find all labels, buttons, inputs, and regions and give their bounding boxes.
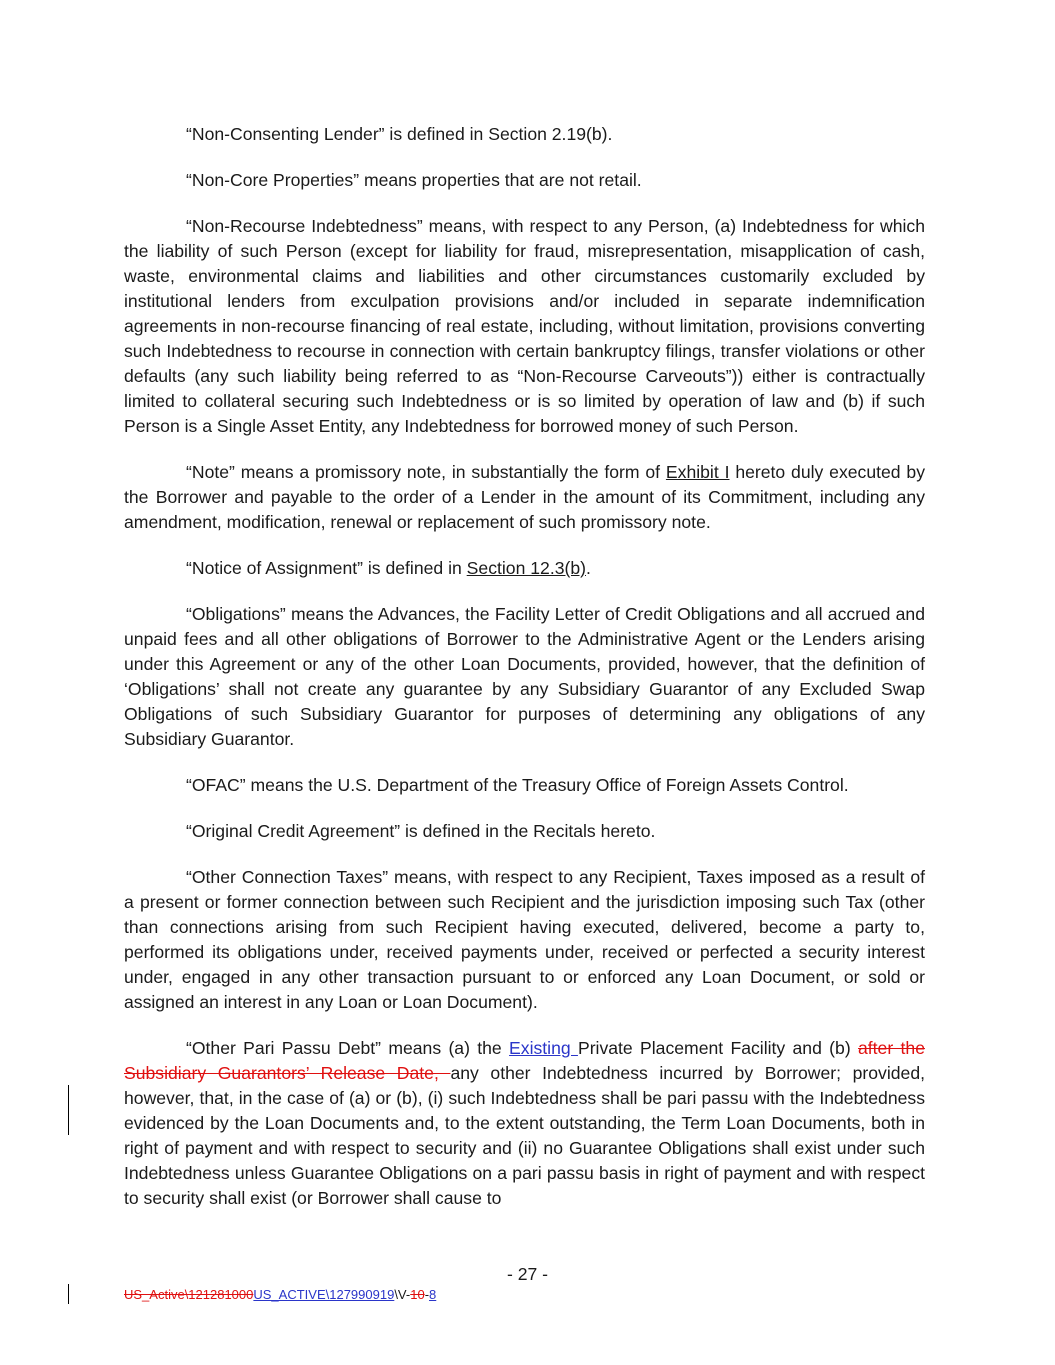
footer-version-separator: - (424, 1287, 430, 1302)
deleted-text-release-date: after the Subsidiary Guarantors’ Release Date, (124, 1038, 925, 1083)
definition-other-pari-passu-debt (124, 1036, 925, 1211)
definition-non-recourse-indebtedness: “Non-Recourse Indebtedness” means, with respect to any Person, (a) Indebtedness for which the liability of such Person (except for liability for fraud, misrepresentation, misapplication of cash, waste, environmental claims and liabilities and other circumstances customarily excluded by institutional lenders from exculpation provisions and/or included in separate indemnification agreements in non-recourse financing of real estate, including, without limitation, provisions converting such Indebtedness to recourse in connection with certain bankruptcy filings, transfer violations or other defaults (any such liability being referred to as “Non-Recourse Carveouts”)) either is contractually limited to collateral securing such Indebtedness or is so limited by operation of law and (b) if such Person is a Single Asset Entity, any Indebtedness for borrowed money of such Person. (124, 216, 925, 436)
footer-deleted-version: 10 (410, 1287, 425, 1302)
definition-note (124, 460, 925, 535)
note-text-after: hereto duly executed by the Borrower and payable to the order of a Lender in the amount of its Commitment, including any amendment, modification, renewal or replacement of such promissory note. (124, 462, 925, 532)
pari-passu-text-part1: “Other Pari Passu Debt” means (a) the (186, 1038, 510, 1058)
inserted-text-existing: Existing (509, 1038, 578, 1058)
page-number: - 27 - (506, 1264, 549, 1284)
notice-text-after: . (586, 558, 591, 578)
footer-version-prefix: \V- (394, 1287, 411, 1302)
note-text-before: “Note” means a promissory note, in substantially the form of (186, 462, 666, 482)
section-12-3b-reference: Section 12.3(b) (466, 558, 586, 578)
definition-other-connection-taxes: “Other Connection Taxes” means, with respect to any Recipient, Taxes imposed as a result of a present or former connection between such Recipient and the jurisdiction imposing such Tax (other than connections arising from such Recipient having executed, delivered, become a party to, performed its obligations under, received payments under, received or perfected a security interest under, engaged in any other transaction pursuant to or enforced any Loan Document, or sold or assigned an interest in any Loan or Loan Document). (124, 867, 925, 1012)
document-body (124, 122, 925, 1232)
exhibit-i-reference: Exhibit I (665, 462, 730, 482)
footer-change-bar (68, 1284, 69, 1304)
footer-inserted-version: 8 (429, 1287, 437, 1302)
pari-passu-text-part3: any other Indebtedness incurred by Borrower; provided, however, that, in the case of (a) or (b), (i) such Indebtedness shall be pari passu with the Indebtedness evidenced by the Loan Documents and, to the extent outstanding, the Term Loan Documents, both in right of payment and with respect to security and (ii) no Guarantee Obligations shall exist under such Indebtedness unless Guarantee Obligations on a pari passu basis in right of payment and with respect to security shall exist (or Borrower shall cause to (124, 1063, 925, 1208)
pari-passu-text-part2: Private Placement Facility and (b) (577, 1038, 858, 1058)
notice-text-before: “Notice of Assignment” is defined in (186, 558, 467, 578)
definition-non-core-properties: “Non-Core Properties” means properties that are not retail. (186, 170, 642, 190)
definition-ofac: “OFAC” means the U.S. Department of the Treasury Office of Foreign Assets Control. (186, 775, 849, 795)
definition-non-consenting-lender: “Non-Consenting Lender” is defined in Section 2.19(b). (186, 124, 613, 144)
definition-original-credit-agreement: “Original Credit Agreement” is defined in the Recitals hereto. (186, 821, 656, 841)
footer-inserted-id: US_ACTIVE\127990919 (253, 1287, 395, 1302)
document-id-footer (124, 1287, 436, 1303)
revision-change-bar (68, 1085, 69, 1135)
definition-notice-of-assignment (124, 556, 925, 581)
definition-obligations: “Obligations” means the Advances, the Facility Letter of Credit Obligations and all accrued and unpaid fees and all other obligations of Borrower to the Administrative Agent or the Lenders arising under this Agreement or any of the other Loan Documents, provided, however, that the definition of ‘Obligations’ shall not create any guarantee by any Subsidiary Guarantor of any Excluded Swap Obligations of such Subsidiary Guarantor for purposes of determining any obligations of any Subsidiary Guarantor. (124, 604, 925, 749)
footer-deleted-id: US_Active\121281000 (124, 1287, 254, 1302)
